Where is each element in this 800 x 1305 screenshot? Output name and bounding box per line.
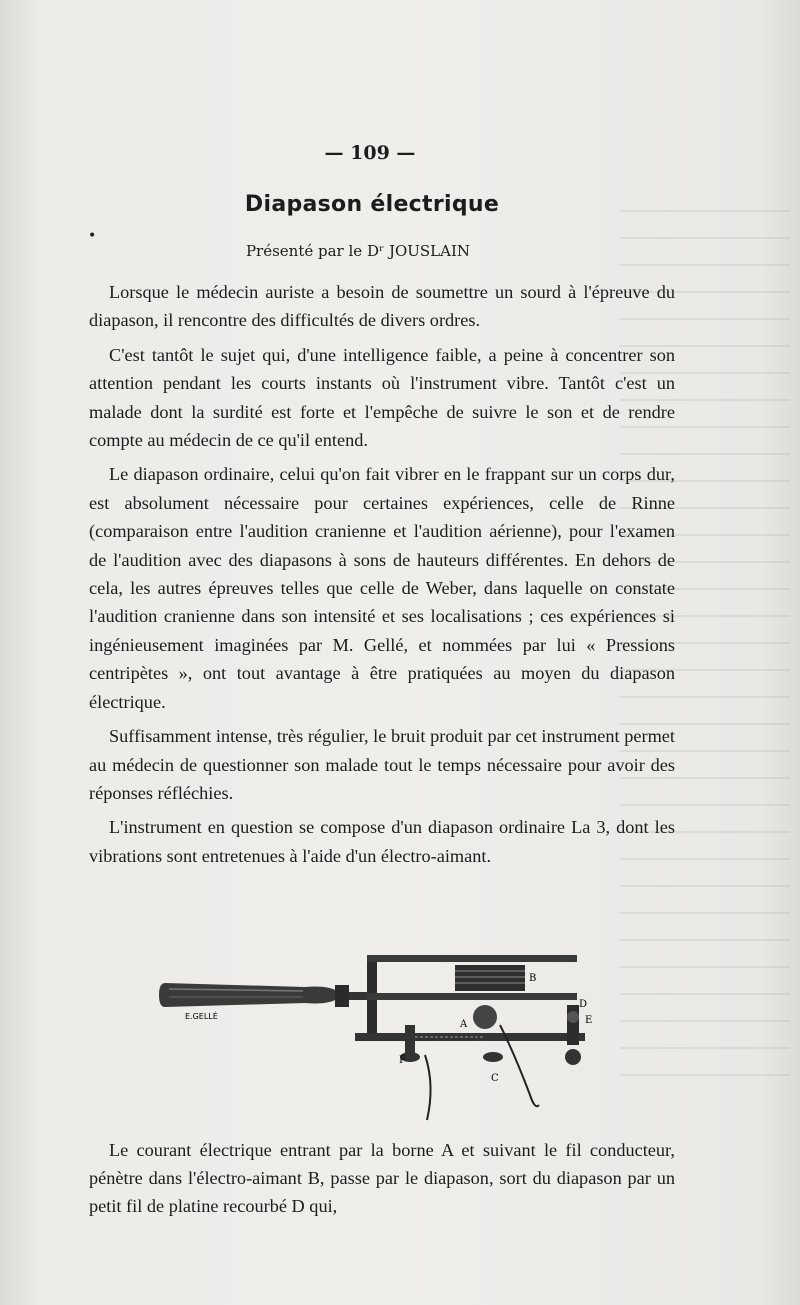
paragraph: Suffisamment intense, très régulier, le bruit produit par cet instrument permet au médecin de questionner son malade tout le temps nécessaire pour avoir des réponses réfléchies. xyxy=(89,726,675,803)
handle-shape xyxy=(159,983,337,1007)
ink-speck: • xyxy=(88,228,97,244)
body-text xyxy=(89,278,675,876)
paragraph: Le courant électrique entrant par la borne A et suivant le fil conducteur, pénètre dans l'électro-aimant B, passe par le diapason, sort du diapason par un petit fil de platine recourbé D qui, xyxy=(89,1140,675,1216)
engraver-signature: E.GELLÉ xyxy=(185,1012,218,1021)
label-f: F xyxy=(399,1055,406,1066)
page-number: — 109 — xyxy=(324,142,416,164)
author-byline: Présenté par le Dʳ JOUSLAIN xyxy=(245,242,471,260)
article-title: Diapason électrique xyxy=(244,192,500,217)
terminal-a xyxy=(473,1005,497,1029)
paragraph: L'instrument en question se compose d'un diapason ordinaire La 3, dont les vibrations sont entretenues à l'aide d'un électro-aimant. xyxy=(89,817,675,866)
label-d: D xyxy=(579,999,588,1010)
fork-prong-upper xyxy=(367,955,577,962)
terminal-e xyxy=(565,1049,581,1065)
label-a: A xyxy=(460,1019,468,1030)
paragraph: Lorsque le médecin auriste a besoin de soumettre un sourd à l'épreuve du diapason, il rencontre des difficultés de divers ordres. xyxy=(89,282,675,331)
electromagnet-coil xyxy=(455,965,525,991)
handle-collar xyxy=(335,985,349,1007)
paragraph: C'est tantôt le sujet qui, d'une intelligence faible, a peine à concentrer son attention pendant les courts instants où l'instrument vibre. Tantôt c'est un malade dont la surdité est forte et l'empêche de suivre le son et de rendre compte au médecin de ce qu'il entend. xyxy=(89,344,675,451)
paragraph: Le diapason ordinaire, celui qu'on fait vibrer en le frappant sur un corps dur, est absolument nécessaire pour certaines expériences, celle de Rinne (comparaison entre l'audition cranienne et l'audition aérienne), pour l'examen de l'audition avec des diapasons à sons de hauteurs différentes. En dehors de cela, les autres épreuves telles que celle de Weber, dans laquelle on constate l'audition cranienne dans son intensité et ses localisations ; ces expériences si ingénieusement imaginées par M. Gellé, et nommées par lui « Pressions centripètes », ont tout avantage à être pratiquées au moyen du diapason électrique. xyxy=(89,464,675,712)
tuning-fork-illustration xyxy=(155,945,595,1125)
label-e: E xyxy=(585,1015,593,1026)
label-c: C xyxy=(491,1073,499,1084)
fork-prong-lower xyxy=(367,993,577,1000)
terminal-c xyxy=(483,1052,503,1062)
body-text-continued xyxy=(89,1136,675,1226)
label-b: B xyxy=(529,973,537,984)
